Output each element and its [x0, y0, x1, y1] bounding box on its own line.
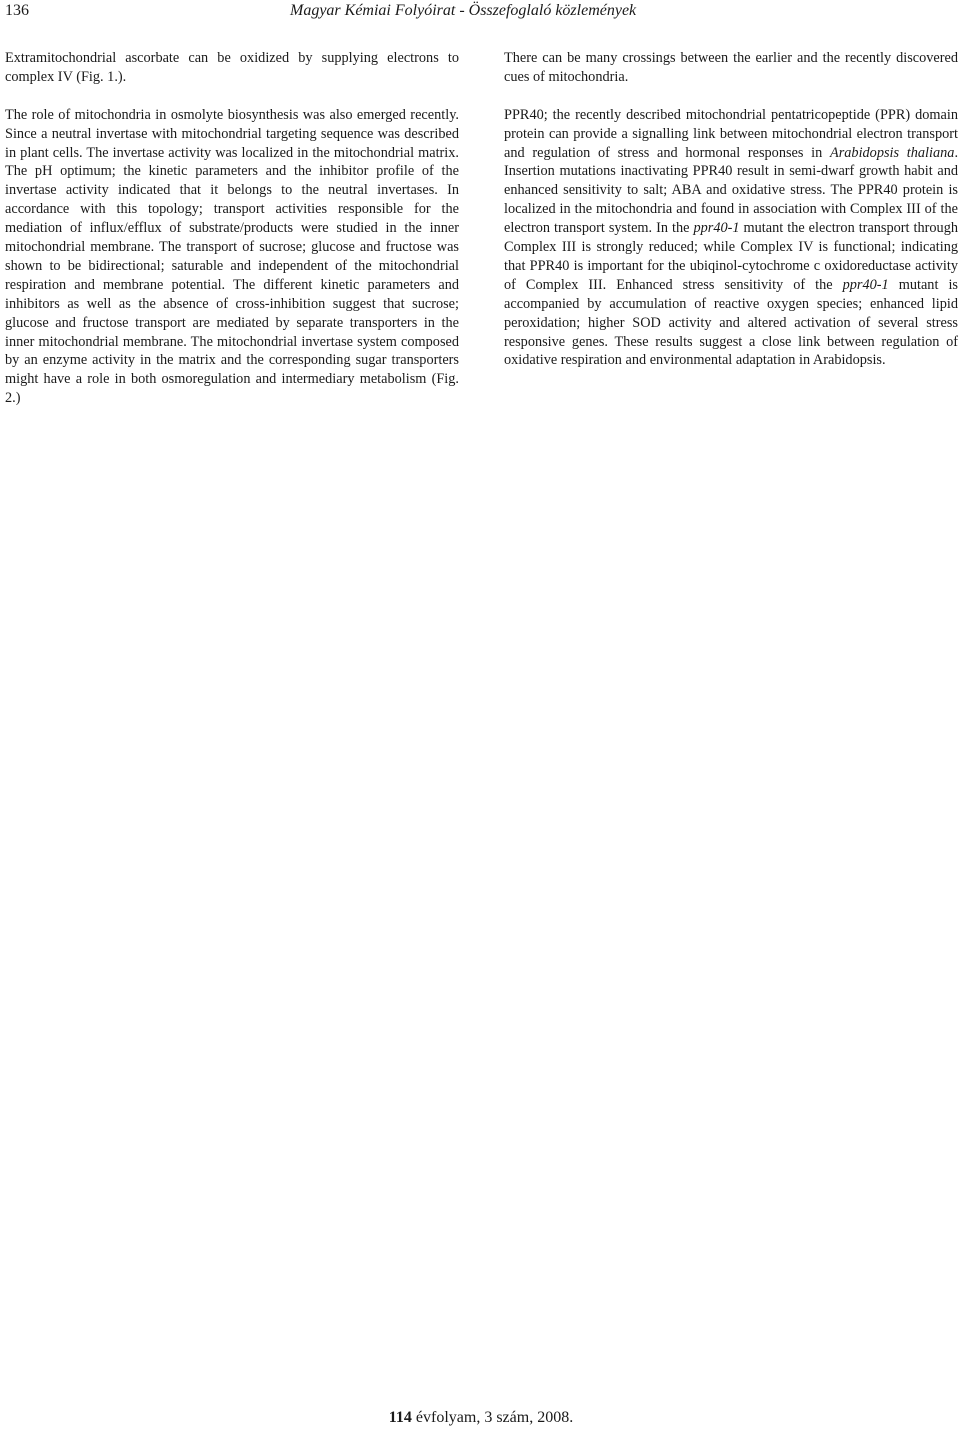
ppr40-text-a: PPR40; the recently described mitochondrial pentatricopeptide (PPR) domain protein can provide a signalling link between mitochondrial electron transport and regulation of stress and hormonal responses in [504, 106, 958, 161]
page-header [0, 0, 960, 30]
species-name: Arabidopsis thaliana [829, 144, 955, 161]
page-footer [0, 1408, 960, 1428]
running-title: Magyar Kémiai Folyóirat - Összefoglaló közlemények [290, 2, 637, 19]
right-column [504, 49, 958, 389]
ppr40-text-d: mutant is accompanied by accumulation of reactive oxygen species; enhanced lipid peroxidation; higher SOD activity and altered activation of several stress responsive genes. These results suggest a close link between regulation of oxidative respiration and environmental adaptation in Arabidopsis. [504, 276, 958, 369]
volume-number: 114 [388, 1409, 412, 1426]
paragraph-ppr40 [504, 106, 958, 371]
mutant-name-2: ppr40-1 [842, 276, 889, 293]
ppr40-text-b: . Insertion mutations inactivating PPR40 result in semi-dwarf growth habit and enhanced sensitivity to salt; ABA and oxidative stress. The PPR40 protein is localized in the mitochondria and found in association with Complex III of the electron transport system. In the [504, 144, 959, 237]
paragraph-crossings: There can be many crossings between the earlier and the recently discovered cues of mitochondria. [504, 50, 958, 85]
paragraph-ascorbate: Extramitochondrial ascorbate can be oxidized by supplying electrons to complex IV (Fig. 1.). [5, 50, 459, 85]
mutant-name: ppr40-1 [693, 220, 740, 237]
volume-info: évfolyam, 3 szám, 2008. [415, 1409, 574, 1426]
paragraph-osmolyte: The role of mitochondria in osmolyte biosynthesis was also emerged recently. Since a neutral invertase with mitochondrial targeting sequence was described in plant cells. The invertase activity was localized in the mitochondrial matrix. The pH optimum; the kinetic parameters and the inhibitor profile of the invertase activity indicated that it belongs to the neutral invertases. In accordance with this topology; transport activities responsible for the mediation of influx/efflux of substrate/products were studied in the inner mitochondrial membrane. The transport of sucrose; glucose and fructose was shown to be bidirectional; saturable and independent of the mitochondrial respiration and membrane potential. The different kinetic parameters and inhibitors as well as the absence of cross-inhibition suggest that sucrose; glucose and fructose transport are mediated by separate transporters in the inner mitochondrial membrane. The mitochondrial invertase system composed by an enzyme activity in the matrix and the corresponding sugar transporters might have a role in both osmoregulation and intermediary metabolism (Fig. 2.) [5, 106, 459, 407]
left-column [5, 49, 459, 427]
ppr40-text-c: mutant the electron transport through Complex III is strongly reduced; while Complex IV is functional; indicating that PPR40 is important for the ubiqinol-cytochrome c oxidoreductase activity of Complex III. Enhanced stress sensitivity of the [504, 220, 958, 293]
page-number: 136 [5, 2, 29, 19]
